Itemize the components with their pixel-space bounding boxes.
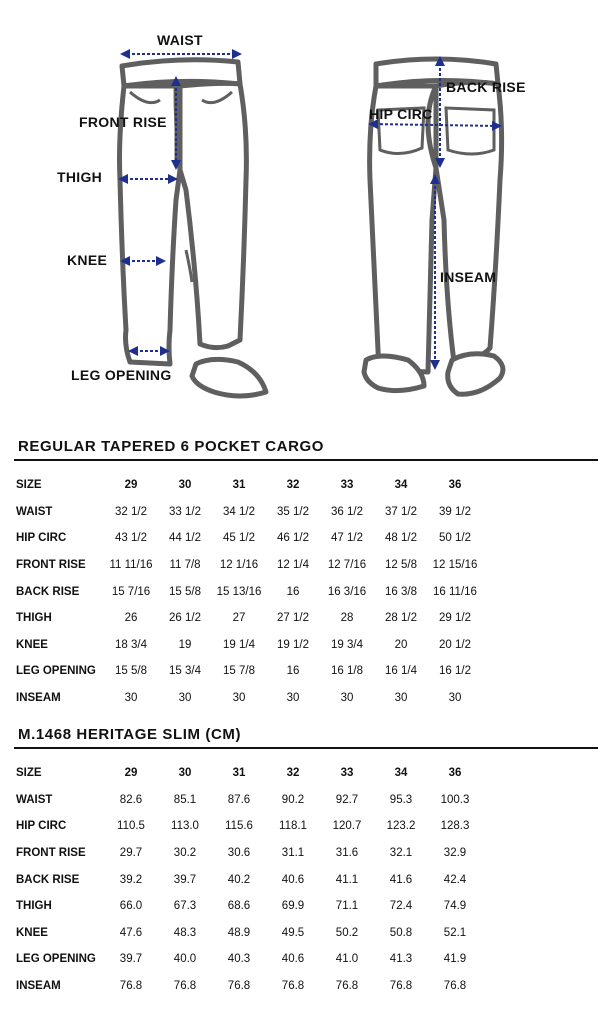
table-cell: 15 7/16 xyxy=(111,585,151,598)
table-cell: 12 7/16 xyxy=(327,559,367,572)
table-cell: 12 15/16 xyxy=(432,559,478,572)
table-cell: 85.1 xyxy=(173,793,197,806)
table-cell: 26 1/2 xyxy=(169,612,201,625)
table-cell: 39 1/2 xyxy=(439,505,471,518)
row-label: HIP CIRC xyxy=(16,532,67,545)
table-cell: 41.0 xyxy=(335,953,359,966)
table-cell: 28 1/2 xyxy=(385,612,417,625)
size-header-cell: 30 xyxy=(178,479,192,492)
table-cell: 27 xyxy=(232,612,246,625)
table-cell: 30 xyxy=(448,692,462,705)
table-cell: 100.3 xyxy=(440,793,470,806)
size-header-cell: 32 xyxy=(286,767,300,780)
size-header-cell: 34 xyxy=(394,767,408,780)
table-cell: 118.1 xyxy=(279,820,307,833)
table-cell: 30 xyxy=(232,692,246,705)
table-cell: 41.6 xyxy=(389,873,413,886)
label-leg-opening: LEG OPENING xyxy=(71,367,172,383)
divider xyxy=(14,747,598,749)
table-cell: 40.3 xyxy=(227,953,251,966)
table-cell: 40.6 xyxy=(281,873,305,886)
table-row xyxy=(16,605,482,632)
table-cell: 44 1/2 xyxy=(169,532,201,545)
section-title: M.1468 HERITAGE SLIM (CM) xyxy=(18,726,242,743)
table-cell: 39.2 xyxy=(119,873,143,886)
table-cell: 43 1/2 xyxy=(115,532,147,545)
table-cell: 31.6 xyxy=(335,847,359,860)
size-header-cell: 29 xyxy=(124,767,138,780)
row-label: INSEAM xyxy=(16,980,61,993)
table-cell: 15 13/16 xyxy=(216,585,262,598)
table-header-row xyxy=(16,472,482,499)
table-cell: 87.6 xyxy=(227,793,251,806)
table-cell: 19 1/4 xyxy=(223,638,255,651)
table-cell: 50.2 xyxy=(335,926,359,939)
table-cell: 30 xyxy=(124,692,138,705)
table-cell: 32.1 xyxy=(389,847,413,860)
table-cell: 123.2 xyxy=(386,820,416,833)
table-row xyxy=(16,632,482,659)
table-cell: 74.9 xyxy=(443,900,467,913)
table-cell: 82.6 xyxy=(119,793,143,806)
row-label: HIP CIRC xyxy=(16,820,67,833)
table-cell: 12 5/8 xyxy=(385,559,417,572)
table-cell: 16 11/16 xyxy=(433,585,477,598)
table-cell: 15 7/8 xyxy=(223,665,255,678)
table-cell: 30 xyxy=(340,692,354,705)
table-cell: 30.2 xyxy=(173,847,197,860)
label-back-rise: BACK RISE xyxy=(446,79,526,95)
table-cell: 71.1 xyxy=(335,900,359,913)
table-cell: 76.8 xyxy=(173,980,197,993)
table-cell: 35 1/2 xyxy=(277,505,309,518)
table-cell: 67.3 xyxy=(173,900,197,913)
table-row xyxy=(16,813,482,840)
label-hip-circ: HIP CIRC xyxy=(369,106,433,122)
size-header-label: SIZE xyxy=(16,767,42,780)
table-header-row xyxy=(16,760,482,787)
row-label: KNEE xyxy=(16,638,48,651)
table-cell: 29 1/2 xyxy=(439,612,471,625)
table-cell: 115.6 xyxy=(225,820,253,833)
table-cell: 15 3/4 xyxy=(169,665,201,678)
table-cell: 50 1/2 xyxy=(439,532,471,545)
table-cell: 42.4 xyxy=(443,873,467,886)
row-label: KNEE xyxy=(16,926,48,939)
table-cell: 48 1/2 xyxy=(385,532,417,545)
size-table xyxy=(16,760,482,999)
row-label: INSEAM xyxy=(16,692,61,705)
table-cell: 76.8 xyxy=(389,980,413,993)
label-waist: WAIST xyxy=(157,32,203,48)
label-knee: KNEE xyxy=(67,252,108,268)
table-cell: 76.8 xyxy=(281,980,305,993)
table-cell: 40.6 xyxy=(281,953,305,966)
table-cell: 16 1/2 xyxy=(439,665,471,678)
table-row xyxy=(16,920,482,947)
table-cell: 26 xyxy=(124,612,138,625)
table-cell: 48.9 xyxy=(227,926,251,939)
table-cell: 69.9 xyxy=(281,900,305,913)
label-front-rise: FRONT RISE xyxy=(79,114,167,130)
row-label: LEG OPENING xyxy=(16,953,96,966)
table-cell: 20 xyxy=(394,638,408,651)
row-label: BACK RISE xyxy=(16,585,80,598)
size-header-label: SIZE xyxy=(16,479,42,492)
table-cell: 18 3/4 xyxy=(115,638,147,651)
table-cell: 76.8 xyxy=(443,980,467,993)
size-header-cell: 32 xyxy=(286,479,300,492)
size-header-cell: 36 xyxy=(448,479,462,492)
table-cell: 37 1/2 xyxy=(385,505,417,518)
table-cell: 16 xyxy=(286,665,300,678)
table-cell: 52.1 xyxy=(443,926,467,939)
table-cell: 66.0 xyxy=(119,900,143,913)
label-inseam: INSEAM xyxy=(440,269,497,285)
table-cell: 28 xyxy=(340,612,354,625)
table-cell: 31.1 xyxy=(281,847,305,860)
table-row xyxy=(16,840,482,867)
label-thigh: THIGH xyxy=(57,169,103,185)
row-label: THIGH xyxy=(16,612,52,625)
table-cell: 32 1/2 xyxy=(115,505,147,518)
table-cell: 30 xyxy=(286,692,300,705)
row-label: THIGH xyxy=(16,900,52,913)
table-row xyxy=(16,658,482,685)
table-cell: 72.4 xyxy=(389,900,413,913)
table-cell: 76.8 xyxy=(119,980,143,993)
table-cell: 27 1/2 xyxy=(277,612,309,625)
table-cell: 30.6 xyxy=(227,847,251,860)
table-row xyxy=(16,552,482,579)
table-cell: 19 3/4 xyxy=(331,638,363,651)
table-cell: 50.8 xyxy=(389,926,413,939)
table-row xyxy=(16,499,482,526)
table-cell: 19 1/2 xyxy=(277,638,309,651)
table-cell: 36 1/2 xyxy=(331,505,363,518)
table-row xyxy=(16,946,482,973)
row-label: FRONT RISE xyxy=(16,559,86,572)
table-cell: 32.9 xyxy=(443,847,467,860)
table-cell: 76.8 xyxy=(335,980,359,993)
table-row xyxy=(16,787,482,814)
size-header-cell: 36 xyxy=(448,767,462,780)
table-cell: 33 1/2 xyxy=(169,505,201,518)
size-table xyxy=(16,472,482,711)
table-cell: 110.5 xyxy=(117,820,145,833)
table-cell: 15 5/8 xyxy=(115,665,147,678)
table-cell: 16 3/8 xyxy=(385,585,417,598)
table-cell: 11 7/8 xyxy=(169,559,201,572)
table-cell: 16 xyxy=(286,585,300,598)
table-cell: 120.7 xyxy=(332,820,362,833)
row-label: LEG OPENING xyxy=(16,665,96,678)
row-label: BACK RISE xyxy=(16,873,80,886)
size-header-cell: 33 xyxy=(340,479,354,492)
table-cell: 90.2 xyxy=(281,793,305,806)
table-cell: 16 3/16 xyxy=(327,585,367,598)
table-cell: 41.1 xyxy=(335,873,359,886)
table-cell: 34 1/2 xyxy=(223,505,255,518)
size-header-cell: 34 xyxy=(394,479,408,492)
table-cell: 47 1/2 xyxy=(331,532,363,545)
table-cell: 20 1/2 xyxy=(439,638,471,651)
table-row xyxy=(16,578,482,605)
table-cell: 11 11/16 xyxy=(109,559,153,572)
table-cell: 47.6 xyxy=(119,926,143,939)
table-cell: 40.0 xyxy=(173,953,197,966)
table-row xyxy=(16,973,482,1000)
table-cell: 39.7 xyxy=(173,873,197,886)
table-cell: 92.7 xyxy=(335,793,359,806)
table-row xyxy=(16,685,482,712)
table-cell: 45 1/2 xyxy=(223,532,255,545)
table-cell: 76.8 xyxy=(227,980,251,993)
jeans-front-icon xyxy=(120,60,267,396)
table-cell: 113.0 xyxy=(171,820,199,833)
table-cell: 30 xyxy=(178,692,192,705)
table-cell: 95.3 xyxy=(389,793,413,806)
table-cell: 12 1/16 xyxy=(219,559,259,572)
section-title: REGULAR TAPERED 6 POCKET CARGO xyxy=(18,438,325,455)
table-cell: 46 1/2 xyxy=(277,532,309,545)
table-cell: 19 xyxy=(178,638,192,651)
table-cell: 128.3 xyxy=(440,820,470,833)
size-header-cell: 31 xyxy=(232,479,246,492)
table-cell: 49.5 xyxy=(281,926,305,939)
row-label: FRONT RISE xyxy=(16,847,86,860)
table-row xyxy=(16,866,482,893)
row-label: WAIST xyxy=(16,505,53,518)
table-row xyxy=(16,525,482,552)
table-cell: 39.7 xyxy=(119,953,143,966)
size-header-cell: 30 xyxy=(178,767,192,780)
table-cell: 68.6 xyxy=(227,900,251,913)
table-cell: 16 1/8 xyxy=(331,665,363,678)
table-row xyxy=(16,893,482,920)
size-header-cell: 31 xyxy=(232,767,246,780)
size-header-cell: 29 xyxy=(124,479,138,492)
measurement-diagram xyxy=(0,0,616,410)
table-cell: 16 1/4 xyxy=(385,665,417,678)
table-cell: 12 1/4 xyxy=(277,559,309,572)
table-cell: 40.2 xyxy=(227,873,251,886)
table-cell: 29.7 xyxy=(119,847,143,860)
size-header-cell: 33 xyxy=(340,767,354,780)
row-label: WAIST xyxy=(16,793,53,806)
table-cell: 41.3 xyxy=(389,953,413,966)
divider xyxy=(14,459,598,461)
table-cell: 48.3 xyxy=(173,926,197,939)
table-cell: 15 5/8 xyxy=(169,585,201,598)
table-cell: 41.9 xyxy=(443,953,467,966)
table-cell: 30 xyxy=(394,692,408,705)
